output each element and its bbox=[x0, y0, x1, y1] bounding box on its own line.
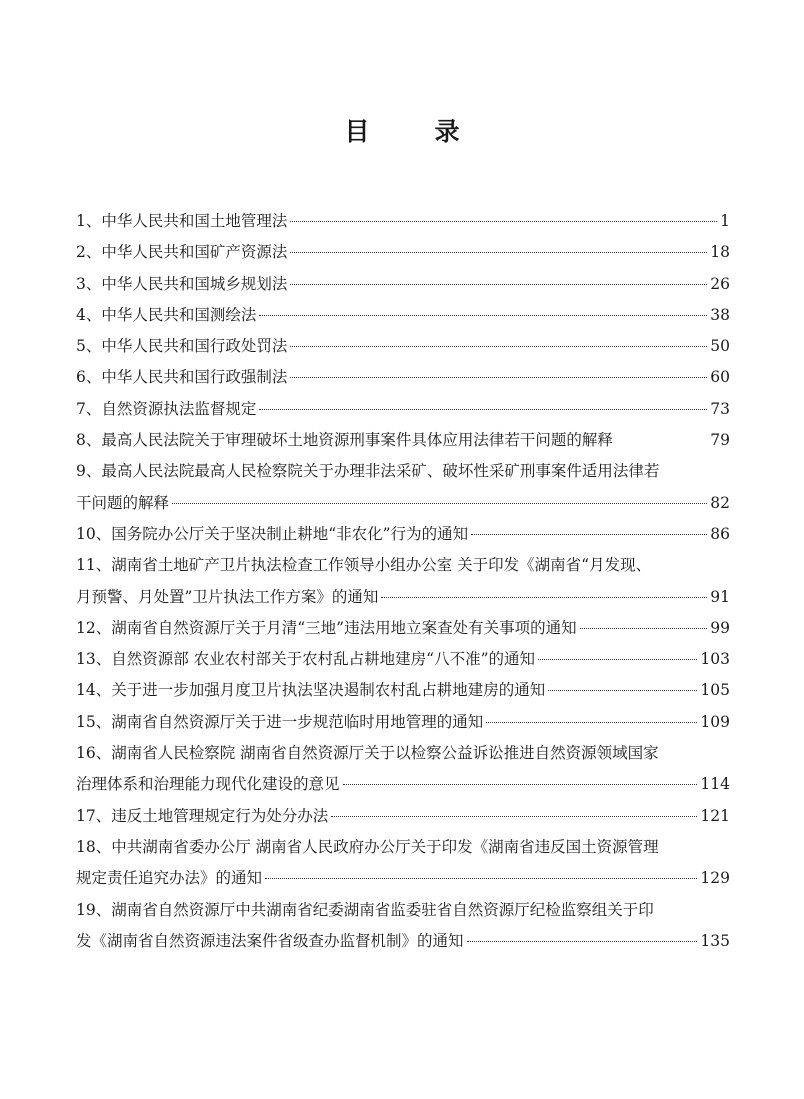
dot-leader bbox=[486, 722, 697, 723]
toc-entry[interactable] bbox=[76, 707, 730, 738]
toc-entry-title-line: 治理体系和治理能力现代化建设的意见 bbox=[76, 775, 340, 794]
dot-leader bbox=[172, 503, 707, 504]
toc-page-number: 38 bbox=[710, 305, 730, 324]
dot-leader bbox=[259, 409, 707, 410]
toc-page-number: 135 bbox=[700, 931, 730, 950]
toc-entry[interactable] bbox=[76, 456, 730, 519]
toc-entry[interactable] bbox=[76, 644, 730, 675]
toc-entry-title-line: 12、湖南省自然资源厅关于月清“三地”违法用地立案查处有关事项的通知 bbox=[76, 618, 577, 637]
toc-page-number: 129 bbox=[700, 869, 730, 888]
toc-page-number: 82 bbox=[710, 493, 730, 512]
toc-entry-title-line: 18、中共湖南省委办公厅 湖南省人民政府办公厅关于印发《湖南省违反国土资源管理 bbox=[76, 837, 659, 856]
toc-entry-title-line: 13、自然资源部 农业农村部关于农村乱占耕地建房“八不准”的通知 bbox=[76, 650, 536, 669]
toc-entry-title-line: 11、湖南省土地矿产卫片执法检查工作领导小组办公室 关于印发《湖南省“月发现、 bbox=[76, 556, 652, 575]
dot-leader bbox=[548, 690, 697, 691]
toc-entry-title-line: 19、湖南省自然资源厅中共湖南省纪委湖南省监委驻省自然资源厅纪检监察组关于印 bbox=[76, 900, 654, 919]
dot-leader bbox=[343, 784, 698, 785]
toc-entry-title-line: 月预警、月处置”卫片执法工作方案》的通知 bbox=[76, 587, 379, 606]
toc-entry-title-line: 6、中华人民共和国行政强制法 bbox=[76, 368, 288, 387]
dot-leader bbox=[467, 941, 698, 942]
dot-leader bbox=[290, 252, 707, 253]
toc-entry-title-line: 16、湖南省人民检察院 湖南省自然资源厅关于以检察公益诉讼推进自然资源领域国家 bbox=[76, 744, 659, 763]
toc-entry-title-line: 3、中华人民共和国城乡规划法 bbox=[76, 274, 288, 293]
toc-page-number: 103 bbox=[700, 650, 730, 669]
toc-page-number: 91 bbox=[710, 587, 730, 606]
toc-entry[interactable] bbox=[76, 801, 730, 832]
dot-leader bbox=[290, 284, 707, 285]
dot-leader bbox=[580, 628, 708, 629]
dot-leader bbox=[290, 221, 717, 222]
toc-entry-title-line: 9、最高人民法院最高人民检察院关于办理非法采矿、破坏性采矿刑事案件适用法律若 bbox=[76, 462, 660, 481]
toc-page-number: 79 bbox=[710, 431, 730, 450]
dot-leader bbox=[259, 315, 707, 316]
toc-entry[interactable] bbox=[76, 738, 730, 801]
dot-leader bbox=[290, 377, 707, 378]
toc-entry-title-line: 8、最高人民法院关于审理破坏土地资源刑事案件具体应用法律若干问题的解释 bbox=[76, 431, 613, 450]
toc-entry-title-line: 7、自然资源执法监督规定 bbox=[76, 399, 257, 418]
page-title: 目 录 bbox=[344, 117, 480, 146]
toc-entry-title-line: 4、中华人民共和国测绘法 bbox=[76, 305, 257, 324]
toc-entry[interactable] bbox=[76, 237, 730, 268]
toc-entry-title-line: 14、关于进一步加强月度卫片执法坚决遏制农村乱占耕地建房的通知 bbox=[76, 681, 546, 700]
toc-page-number: 60 bbox=[710, 368, 730, 387]
toc-page-number: 86 bbox=[710, 524, 730, 543]
dot-leader bbox=[290, 346, 707, 347]
toc-entry[interactable] bbox=[76, 269, 730, 300]
toc-entry-title-line: 1、中华人民共和国土地管理法 bbox=[76, 212, 288, 230]
toc-entry[interactable] bbox=[76, 832, 730, 895]
toc-entry-title-line: 发《湖南省自然资源违法案件省级查办监督机制》的通知 bbox=[76, 931, 464, 950]
toc-entry[interactable] bbox=[76, 613, 730, 644]
toc-page-number: 105 bbox=[700, 681, 730, 700]
toc-page-number: 50 bbox=[710, 337, 730, 356]
toc-list bbox=[76, 206, 730, 957]
toc-page-number: 1 bbox=[720, 212, 730, 230]
dot-leader bbox=[471, 534, 707, 535]
toc-page-number: 109 bbox=[700, 712, 730, 731]
toc-entry[interactable] bbox=[76, 300, 730, 331]
toc-entry-title-line: 17、违反土地管理规定行为处分办法 bbox=[76, 806, 329, 825]
toc-entry-title-line: 15、湖南省自然资源厅关于进一步规范临时用地管理的通知 bbox=[76, 712, 484, 731]
toc-entry-title-line: 5、中华人民共和国行政处罚法 bbox=[76, 337, 288, 356]
toc-entry[interactable] bbox=[76, 550, 730, 613]
toc-page-number: 99 bbox=[710, 618, 730, 637]
toc-page-number: 73 bbox=[710, 399, 730, 418]
toc-entry[interactable] bbox=[76, 425, 730, 456]
toc-entry-title-line: 10、国务院办公厅关于坚决制止耕地“非农化”行为的通知 bbox=[76, 524, 469, 543]
toc-page-number: 114 bbox=[700, 775, 730, 794]
toc-page-number: 26 bbox=[710, 274, 730, 293]
toc-entry[interactable] bbox=[76, 206, 730, 237]
dot-leader bbox=[538, 659, 697, 660]
toc-entry-title-line: 2、中华人民共和国矿产资源法 bbox=[76, 243, 288, 262]
toc-entry[interactable] bbox=[76, 394, 730, 425]
toc-entry-title-line: 干问题的解释 bbox=[76, 493, 170, 512]
toc-entry[interactable] bbox=[76, 362, 730, 393]
toc-entry[interactable] bbox=[76, 519, 730, 550]
toc-entry[interactable] bbox=[76, 675, 730, 706]
dot-leader bbox=[265, 878, 697, 879]
dot-leader bbox=[381, 597, 707, 598]
toc-page-number: 121 bbox=[700, 806, 730, 825]
toc-entry-title-line: 规定责任追究办法》的通知 bbox=[76, 869, 263, 888]
toc-entry[interactable] bbox=[76, 895, 730, 958]
toc-page-number: 18 bbox=[710, 243, 730, 262]
dot-leader bbox=[331, 816, 697, 817]
toc-entry[interactable] bbox=[76, 331, 730, 362]
